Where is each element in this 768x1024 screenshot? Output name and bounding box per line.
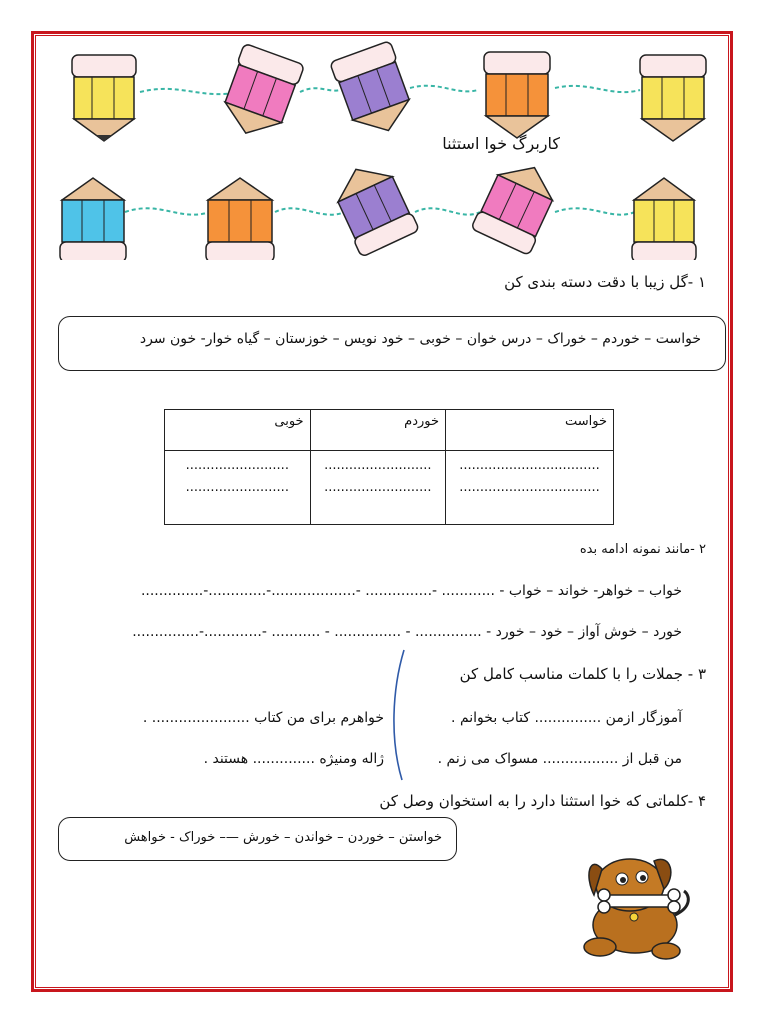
q2-line1: خواب – خواهر- خواند – خواب - ............ -............... -...................-.............-.............. [140,583,682,599]
table-header: خوردم [310,410,445,451]
q1-instruction: ۱ -گل زیبا با دقت دسته بندی کن [504,273,706,291]
table-cell[interactable]: .......................... .......................... [310,451,445,525]
q3-sentence-4: ژاله ومنیژه .............. هستند . [203,751,384,767]
table-cell[interactable]: .................................. .................................. [446,451,614,525]
q4-words: خواستن – خوردن – خواندن – خورش —– خوراک - خواهش [124,830,442,845]
worksheet-title: کاربرگ خوا استثنا [442,134,560,153]
q4-instruction: ۴ -کلماتی که خوا استثنا دارد را به استخوان وصل کن [379,792,706,810]
q2-line2: خورد – خوش آواز – خود – خورد - ............... - ............... - ........... -.............-............... [132,624,682,640]
q3-sentence-1: آموزگار ازمن ............... کتاب بخوانم . [451,710,682,726]
q3-sentence-3: من قبل از ................. مسواک می زنم . [437,751,682,767]
q2-instruction: ۲ -مانند نمونه ادامه بده [579,542,706,557]
table-cell[interactable]: ......................... ......................... [165,451,311,525]
q1-words: خواست – خوردم – خوراک – درس خوان – خوبی – خود نویس – خوزستان – گیاه خوار- خون سرد [139,331,701,347]
table-header: خوبی [165,410,311,451]
q3-instruction: ۳ - جملات را با کلمات مناسب کامل کن [459,665,706,683]
q3-sentence-2: خواهرم برای من کتاب ...................... . [142,710,384,726]
table-header: خواست [446,410,614,451]
